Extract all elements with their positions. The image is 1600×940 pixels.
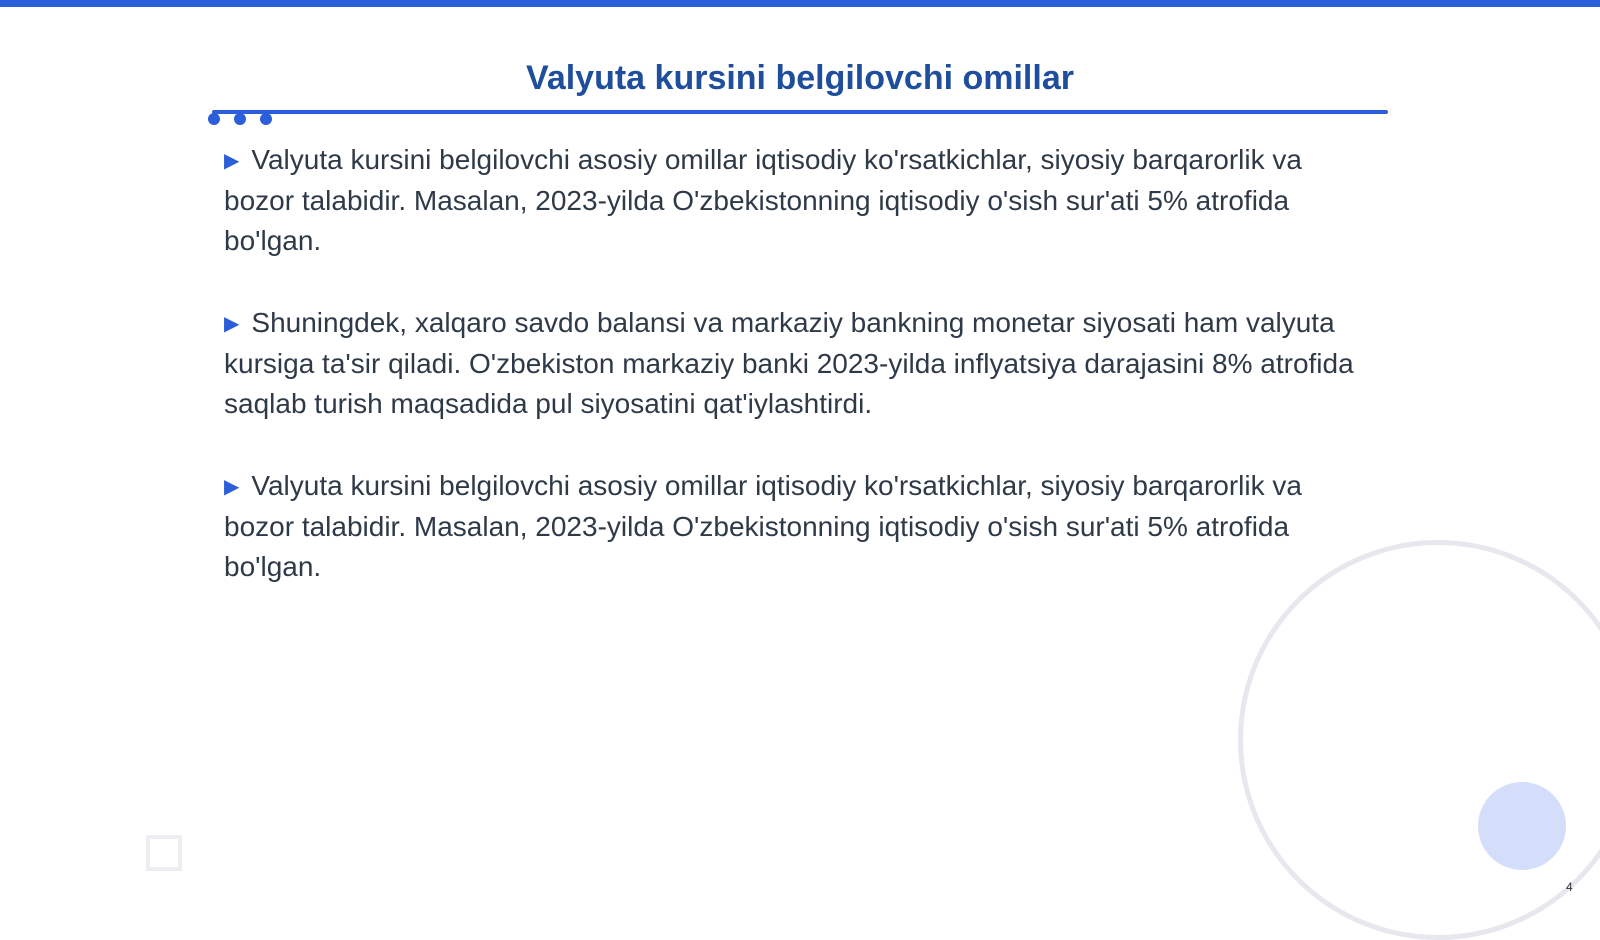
top-accent-bar (0, 0, 1600, 7)
triangle-bullet-icon: ▶ (224, 313, 240, 335)
triangle-bullet-icon: ▶ (224, 476, 240, 498)
bullet-item (224, 303, 1374, 424)
title-underline (212, 110, 1388, 114)
slide-title: Valyuta kursini belgilovchi omillar (526, 59, 1074, 97)
bullet-text: Shuningdek, xalqaro savdo balansi va markaziy bankning monetar siyosati ham valyuta kursiga ta'sir qiladi. O'zbekiston markaziy banki 2023-yilda inflyatsiya darajasini 8% atrofida saqlab turish maqsadida pul siyosatini qat'iylashtirdi. (224, 307, 1354, 419)
decorative-square (146, 835, 182, 871)
decorative-circle (1478, 782, 1566, 870)
decorative-dot (260, 113, 272, 125)
bullet-text: Valyuta kursini belgilovchi asosiy omillar iqtisodiy ko'rsatkichlar, siyosiy barqarorlik va bozor talabidir. Masalan, 2023-yilda O'zbekistonning iqtisodiy o'sish sur'ati 5% atrofida bo'lgan. (224, 144, 1302, 256)
decorative-dot (234, 113, 246, 125)
page-number: 4 (1566, 880, 1573, 894)
bullet-list (224, 140, 1374, 629)
decorative-dot (208, 113, 220, 125)
bullet-text: Valyuta kursini belgilovchi asosiy omillar iqtisodiy ko'rsatkichlar, siyosiy barqarorlik va bozor talabidir. Masalan, 2023-yilda O'zbekistonning iqtisodiy o'sish sur'ati 5% atrofida bo'lgan. (224, 470, 1302, 582)
bullet-item (224, 140, 1374, 261)
triangle-bullet-icon: ▶ (224, 150, 240, 172)
bullet-item (224, 466, 1374, 587)
